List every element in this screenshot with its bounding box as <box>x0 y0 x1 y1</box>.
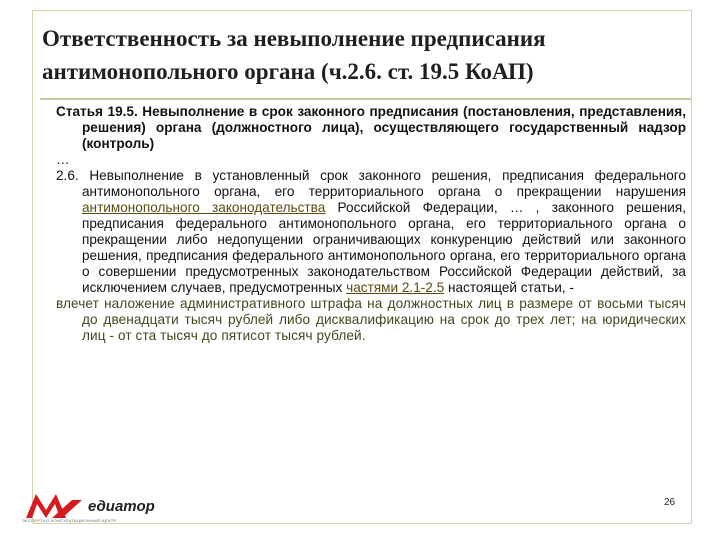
logo-tagline: ЭКСПЕРТНО-КОНСУЛЬТАЦИОННЫЙ ЦЕНТР <box>22 518 117 523</box>
slide-body <box>56 104 686 344</box>
page-number: 26 <box>664 497 676 508</box>
part-2-6-text-b: Российской Федерации, … , законного решения, предписания федерального антимонопольного органа, его территориального органа о прекращении либо недопущении ограничивающих конкуренцию действий или законного решения, предписания федерального антимонопольного органа, его территориального органа о совершении предусмотренных законодательством Российской Федерации действий, за исключением случаев, предусмотренных <box>82 200 687 295</box>
logo-name: едиатор <box>88 498 155 515</box>
title-divider <box>40 98 692 100</box>
part-2-6-paragraph <box>56 168 686 296</box>
parts-2-1-2-5-link[interactable]: частями 2.1-2.5 <box>346 280 445 295</box>
logo-m-icon <box>22 490 86 520</box>
mediator-logo <box>22 490 222 528</box>
article-heading: Статья 19.5. Невыполнение в срок законного предписания (постановления, представления, решения) органа (должностного лица), осуществляющего государственный надзор (контроль) <box>56 104 686 151</box>
ellipsis-line: … <box>56 152 70 167</box>
antimonopoly-law-link[interactable]: антимонопольного законодательства <box>82 200 326 215</box>
sanction-paragraph: влечет наложение административного штрафа на должностных лиц в размере от восьми тысяч до двенадцати тысяч рублей либо дисквалификацию на срок до трех лет; на юридических лиц - от ста тысяч до пятисот тысяч рублей. <box>56 296 686 343</box>
slide-title: Ответственность за невыполнение предписания антимонопольного органа (ч.2.6. ст. 19.5 КоАП) <box>42 26 546 84</box>
part-2-6-text-a: 2.6. Невыполнение в установленный срок законного решения, предписания федерального антимонопольного органа, его территориального органа о прекращении нарушения <box>56 168 686 199</box>
part-2-6-text-c: настоящей статьи, - <box>444 280 574 295</box>
